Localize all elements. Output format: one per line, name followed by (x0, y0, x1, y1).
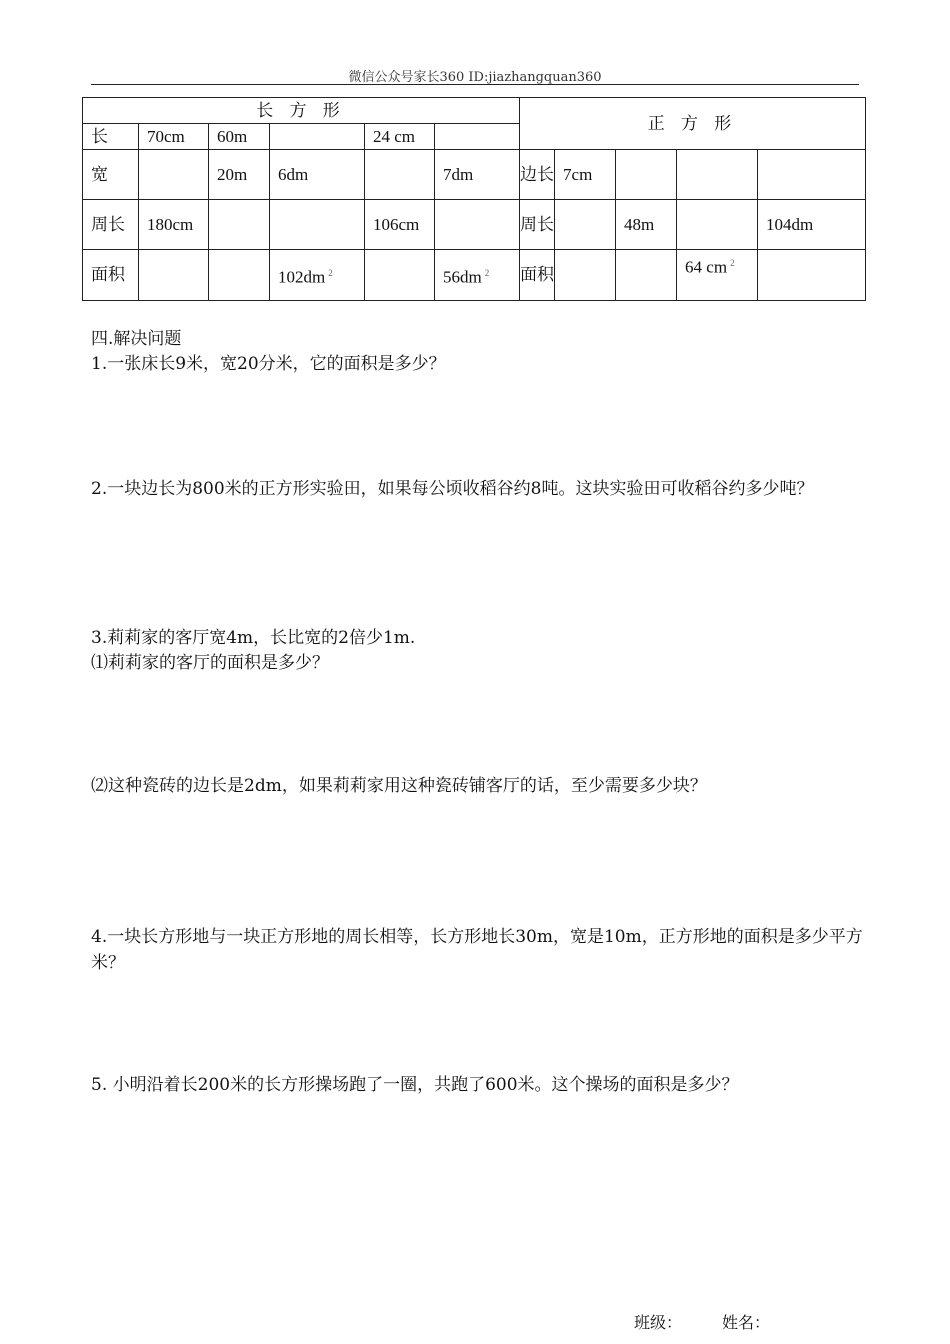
rect-perimeter-cell (270, 200, 365, 250)
rect-perimeter-cell: 180cm (139, 200, 209, 250)
rect-length-cell: 24 cm (365, 124, 435, 150)
rectangle-header: 长 方 形 (83, 98, 520, 124)
square-perimeter-cell: 104dm (758, 200, 866, 250)
rect-area-cell: 56dm $^2$ (435, 250, 520, 301)
question-3: 3.莉莉家的客厅宽4m，长比宽的2倍少1m. (91, 628, 416, 648)
rect-area-cell (365, 250, 435, 301)
rect-area-cell (209, 250, 270, 301)
rect-area-label: 面积 (83, 250, 139, 301)
rect-perimeter-label: 周长 (83, 200, 139, 250)
rect-area-cell (139, 250, 209, 301)
square-area-cell (616, 250, 677, 301)
square-area-cell: 64 cm $^2$ (677, 250, 758, 301)
rect-perimeter-cell (435, 200, 520, 250)
header-divider (91, 84, 859, 85)
square-side-cell (616, 150, 677, 200)
question-3-part-2: ⑵这种瓷砖的边长是2dm，如果莉莉家用这种瓷砖铺客厅的话，至少需要多少块？ (91, 776, 707, 796)
rect-length-cell (435, 124, 520, 150)
section-title: 四.解决问题 (91, 329, 182, 349)
question-3-part-1: ⑴莉莉家的客厅的面积是多少？ (91, 653, 329, 673)
rect-width-cell: 20m (209, 150, 270, 200)
rect-length-cell: 70cm (139, 124, 209, 150)
rect-area-cell: 102dm $^2$ (270, 250, 365, 301)
square-area-cell (555, 250, 616, 301)
class-label: 班级： (634, 1313, 683, 1332)
rect-width-cell: 7dm (435, 150, 520, 200)
square-perimeter-cell: 48m (616, 200, 677, 250)
square-side-label: 边长 (520, 150, 555, 200)
rect-width-cell (139, 150, 209, 200)
rect-width-cell: 6dm (270, 150, 365, 200)
square-area-cell (758, 250, 866, 301)
square-side-cell: 7cm (555, 150, 616, 200)
rect-perimeter-cell: 106cm (365, 200, 435, 250)
name-label: 姓名： (722, 1313, 771, 1332)
square-perimeter-label: 周长 (520, 200, 555, 250)
page-header: 微信公众号家长360 ID:jiazhangquan360 (348, 70, 602, 85)
square-side-cell (758, 150, 866, 200)
question-5: 5. 小明沿着长200米的长方形操场跑了一圈，共跑了600米。这个操场的面积是多少？ (91, 1075, 739, 1095)
rect-width-cell (365, 150, 435, 200)
rect-length-cell (270, 124, 365, 150)
square-perimeter-cell (555, 200, 616, 250)
rectangle-square-table (82, 97, 866, 301)
rect-length-cell: 60m (209, 124, 270, 150)
rect-perimeter-cell (209, 200, 270, 250)
question-4: 4.一块长方形地与一块正方形地的周长相等，长方形地长30m，宽是10m，正方形地的面积是多少平方米？ (91, 927, 863, 973)
square-side-cell (677, 150, 758, 200)
rect-width-label: 宽 (83, 150, 139, 200)
square-header: 正 方 形 (520, 98, 866, 150)
rect-length-label: 长 (83, 124, 139, 150)
square-area-label: 面积 (520, 250, 555, 301)
question-2: 2.一块边长为800米的正方形实验田，如果每公顷收稻谷约8吨。这块实验田可收稻谷约多少吨？ (91, 479, 814, 499)
square-perimeter-cell (677, 200, 758, 250)
question-1: 1.一张床长9米，宽20分米，它的面积是多少？ (91, 354, 446, 374)
